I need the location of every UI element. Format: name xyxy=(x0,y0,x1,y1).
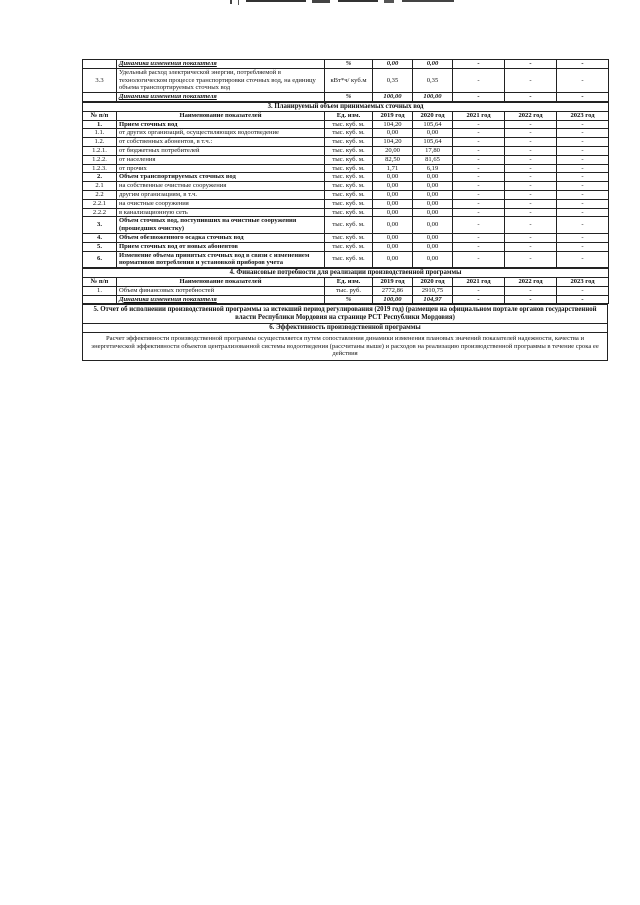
section3-row-value-2020: 105,64 xyxy=(413,120,453,129)
section4-row-num xyxy=(83,295,117,304)
section3-row-value-2019: 0,00 xyxy=(373,173,413,182)
section3-row-value-2020: 0,00 xyxy=(413,233,453,242)
section3-header-row xyxy=(83,111,609,120)
section6-text: Расчет эффективности производственной программы осуществляется путем сопоставления динамики изменения плановых значений показателей надежности, качества и энергетической эффективности объектов централизованной системы водоотведения (рассчитаны выше) и расходов на реализацию производственной программы в течение срока ее действия xyxy=(83,332,608,360)
header-unit: Ед. изм. xyxy=(325,111,373,120)
section3-row-value-2022: - xyxy=(505,190,557,199)
table-row xyxy=(83,217,609,234)
section6-title: 6. Эффективность производственной программы xyxy=(83,323,608,332)
section3-row-name: Объем сточных вод, поступивших на очистные сооружения (прошедших очистку) xyxy=(117,217,325,234)
section3-row-value-2021: - xyxy=(453,173,505,182)
top-row-value-2019: 100,00 xyxy=(373,93,413,102)
section3-row-name: от населения xyxy=(117,155,325,164)
section3-row-value-2023: - xyxy=(557,129,609,138)
header-year-2022: 2022 год xyxy=(505,277,557,286)
section3-row-value-2021: - xyxy=(453,208,505,217)
section3-row-value-2023: - xyxy=(557,251,609,268)
header-year-2023: 2023 год xyxy=(557,111,609,120)
top-indicators-table xyxy=(82,59,609,102)
section3-row-value-2022: - xyxy=(505,146,557,155)
section3-row-value-2021: - xyxy=(453,182,505,191)
section3-row-num: 1.2.2. xyxy=(83,155,117,164)
section3-row-value-2020: 0,00 xyxy=(413,199,453,208)
section3-row-value-2023: - xyxy=(557,199,609,208)
top-row-num xyxy=(83,60,117,69)
section4-row-value-2023: - xyxy=(557,286,609,295)
section3-row-value-2019: 20,00 xyxy=(373,146,413,155)
section3-row-value-2021: - xyxy=(453,155,505,164)
section4-row-value-2019: 2772,86 xyxy=(373,286,413,295)
table-row xyxy=(83,138,609,147)
section3-row-value-2021: - xyxy=(453,251,505,268)
section3-row-value-2020: 0,00 xyxy=(413,251,453,268)
section3-row-value-2020: 6,19 xyxy=(413,164,453,173)
section4-row-num: 1. xyxy=(83,286,117,295)
section3-row-value-2022: - xyxy=(505,208,557,217)
section3-row-value-2023: - xyxy=(557,155,609,164)
section3-row-name: от прочих xyxy=(117,164,325,173)
table-row xyxy=(83,233,609,242)
top-row-value-2023: - xyxy=(557,60,609,69)
section3-row-value-2023: - xyxy=(557,242,609,251)
header-num: № п/п xyxy=(83,111,117,120)
section3-row-value-2021: - xyxy=(453,164,505,173)
section4-row-value-2022: - xyxy=(505,295,557,304)
section3-row-value-2020: 0,00 xyxy=(413,217,453,234)
section3-row-value-2023: - xyxy=(557,190,609,199)
top-row-value-2022: - xyxy=(505,93,557,102)
section3-row-value-2020: 0,00 xyxy=(413,190,453,199)
section3-row-value-2022: - xyxy=(505,138,557,147)
section3-row-value-2022: - xyxy=(505,251,557,268)
section3-row-num: 1.2.3. xyxy=(83,164,117,173)
top-row-name: Динамика изменения показателя xyxy=(117,60,325,69)
top-row-num: 3.3 xyxy=(83,68,117,92)
top-row-value-2023: - xyxy=(557,93,609,102)
section3-row-num: 2.2.2 xyxy=(83,208,117,217)
section3-row-name: на очистные сооружения xyxy=(117,199,325,208)
section3-row-value-2019: 0,00 xyxy=(373,251,413,268)
section3-row-unit: тыс. куб. м. xyxy=(325,164,373,173)
section3-row-value-2020: 0,00 xyxy=(413,242,453,251)
section3-row-value-2019: 104,20 xyxy=(373,138,413,147)
section3-row-unit: тыс. куб. м. xyxy=(325,208,373,217)
section3-row-value-2020: 0,00 xyxy=(413,173,453,182)
section3-row-num: 2.2.1 xyxy=(83,199,117,208)
section3-row-value-2020: 0,00 xyxy=(413,182,453,191)
section3-row-value-2022: - xyxy=(505,173,557,182)
section3-row-value-2021: - xyxy=(453,146,505,155)
section3-row-unit: тыс. куб. м. xyxy=(325,173,373,182)
section4-row-name: Динамика изменения показателя xyxy=(117,295,325,304)
section4-row-unit: % xyxy=(325,295,373,304)
table-row xyxy=(83,93,609,102)
header-year-2020: 2020 год xyxy=(413,277,453,286)
header-num: № п/п xyxy=(83,277,117,286)
section3-row-value-2020: 17,80 xyxy=(413,146,453,155)
section3-row-name: в канализационную сеть xyxy=(117,208,325,217)
section4-row-value-2020: 2910,75 xyxy=(413,286,453,295)
section3-row-value-2022: - xyxy=(505,164,557,173)
section3-row-unit: тыс. куб. м. xyxy=(325,242,373,251)
section3-row-num: 1.2.1. xyxy=(83,146,117,155)
section3-row-unit: тыс. куб. м. xyxy=(325,233,373,242)
section3-row-name: Прием сточных вод xyxy=(117,120,325,129)
section3-row-name: на собственные очистные сооружения xyxy=(117,182,325,191)
header-name: Наименование показателей xyxy=(117,277,325,286)
table-row xyxy=(83,120,609,129)
section3-row-num: 1.2. xyxy=(83,138,117,147)
section3-row-value-2019: 82,50 xyxy=(373,155,413,164)
section3-table xyxy=(82,102,609,268)
section3-row-unit: тыс. куб. м. xyxy=(325,138,373,147)
section4-row-value-2020: 104,97 xyxy=(413,295,453,304)
table-row xyxy=(83,146,609,155)
section5-6-table xyxy=(82,304,608,361)
top-row-unit: кВт*ч/ куб.м xyxy=(325,68,373,92)
section3-body xyxy=(83,120,609,268)
section4-table xyxy=(82,268,609,304)
header-year-2020: 2020 год xyxy=(413,111,453,120)
section5-title: 5. Отчет об исполнении производственной программы за истекший период регулирования (2019 год) (размещен на официальном портале органов государственной власти Республики Мордовия на странице РСТ Республики Мордовия) xyxy=(83,305,608,324)
section3-row-value-2020: 81,65 xyxy=(413,155,453,164)
section3-row-value-2019: 1,71 xyxy=(373,164,413,173)
section3-row-value-2022: - xyxy=(505,182,557,191)
section3-row-value-2021: - xyxy=(453,120,505,129)
section3-row-value-2021: - xyxy=(453,242,505,251)
top-row-value-2020: 100,00 xyxy=(413,93,453,102)
section3-row-num: 1.1. xyxy=(83,129,117,138)
section3-row-value-2023: - xyxy=(557,233,609,242)
table-row xyxy=(83,68,609,92)
section3-row-name: от собственных абонентов, в т.ч.: xyxy=(117,138,325,147)
section4-row-value-2021: - xyxy=(453,295,505,304)
section3-row-name: Объем транспортируемых сточных вод xyxy=(117,173,325,182)
top-row-value-2020: 0,00 xyxy=(413,60,453,69)
top-row-value-2019: 0,00 xyxy=(373,60,413,69)
section3-row-name: другим организациям, в т.ч. xyxy=(117,190,325,199)
section3-title: 3. Планируемый объем принимаемых сточных вод xyxy=(83,102,609,111)
section3-row-value-2021: - xyxy=(453,233,505,242)
header-year-2019: 2019 год xyxy=(373,111,413,120)
section3-row-name: Изменение объема принятых сточных вод в связи с изменением нормативов потребления и установкой приборов учета xyxy=(117,251,325,268)
section3-row-value-2023: - xyxy=(557,217,609,234)
section3-row-value-2019: 0,00 xyxy=(373,199,413,208)
section3-row-value-2019: 0,00 xyxy=(373,182,413,191)
section3-row-value-2022: - xyxy=(505,129,557,138)
section3-row-num: 4. xyxy=(83,233,117,242)
section3-row-value-2019: 0,00 xyxy=(373,242,413,251)
table-row xyxy=(83,190,609,199)
header-year-2021: 2021 год xyxy=(453,277,505,286)
section3-row-value-2022: - xyxy=(505,120,557,129)
top-row-name: Удельный расход электрической энергии, потребляемой в технологическом процессе транспортировки сточных вод, на единицу объема транспортируемых сточных вод xyxy=(117,68,325,92)
header-year-2023: 2023 год xyxy=(557,277,609,286)
document-page xyxy=(82,59,608,361)
table-row xyxy=(83,155,609,164)
top-row-value-2022: - xyxy=(505,68,557,92)
table-row xyxy=(83,60,609,69)
table-row xyxy=(83,173,609,182)
top-row-value-2021: - xyxy=(453,68,505,92)
section3-row-value-2021: - xyxy=(453,138,505,147)
table-row xyxy=(83,199,609,208)
section3-row-unit: тыс. куб. м. xyxy=(325,129,373,138)
top-row-value-2020: 0,35 xyxy=(413,68,453,92)
top-row-unit: % xyxy=(325,60,373,69)
section3-row-name: от бюджетных потребителей xyxy=(117,146,325,155)
section3-row-value-2023: - xyxy=(557,182,609,191)
section3-row-value-2021: - xyxy=(453,199,505,208)
section3-row-value-2019: 104,20 xyxy=(373,120,413,129)
section3-row-value-2021: - xyxy=(453,217,505,234)
section3-row-value-2021: - xyxy=(453,129,505,138)
section3-row-unit: тыс. куб. м. xyxy=(325,182,373,191)
section4-row-value-2021: - xyxy=(453,286,505,295)
section3-row-value-2019: 0,00 xyxy=(373,190,413,199)
table-row xyxy=(83,129,609,138)
section3-row-value-2020: 0,00 xyxy=(413,129,453,138)
section3-row-unit: тыс. куб. м. xyxy=(325,199,373,208)
table-row xyxy=(83,182,609,191)
section3-row-value-2023: - xyxy=(557,120,609,129)
scan-artifact-strip xyxy=(0,0,640,6)
header-year-2021: 2021 год xyxy=(453,111,505,120)
section3-row-value-2023: - xyxy=(557,208,609,217)
section4-row-value-2023: - xyxy=(557,295,609,304)
section3-row-num: 1. xyxy=(83,120,117,129)
section3-row-name: Прием сточных вод от новых абонентов xyxy=(117,242,325,251)
section4-body xyxy=(83,286,609,304)
section4-row-value-2019: 100,00 xyxy=(373,295,413,304)
section4-header-row xyxy=(83,277,609,286)
section3-row-value-2020: 0,00 xyxy=(413,208,453,217)
section4-row-name: Объем финансовых потребностей xyxy=(117,286,325,295)
table-row xyxy=(83,164,609,173)
section3-row-value-2022: - xyxy=(505,155,557,164)
top-row-value-2019: 0,35 xyxy=(373,68,413,92)
section4-row-unit: тыс. руб. xyxy=(325,286,373,295)
section3-row-name: от других организаций, осуществляющих водоотведение xyxy=(117,129,325,138)
section3-row-unit: тыс. куб. м. xyxy=(325,155,373,164)
section3-row-num: 2.1 xyxy=(83,182,117,191)
section3-row-value-2020: 105,64 xyxy=(413,138,453,147)
top-indicators-body xyxy=(83,60,609,102)
section3-row-value-2019: 0,00 xyxy=(373,233,413,242)
section3-row-unit: тыс. куб. м. xyxy=(325,146,373,155)
top-row-value-2023: - xyxy=(557,68,609,92)
table-row xyxy=(83,251,609,268)
section4-row-value-2022: - xyxy=(505,286,557,295)
header-unit: Ед. изм. xyxy=(325,277,373,286)
top-row-value-2021: - xyxy=(453,93,505,102)
top-row-num xyxy=(83,93,117,102)
section3-row-unit: тыс. куб. м. xyxy=(325,251,373,268)
section3-row-value-2023: - xyxy=(557,173,609,182)
section3-row-unit: тыс. куб. м. xyxy=(325,190,373,199)
section3-row-value-2022: - xyxy=(505,242,557,251)
section3-row-value-2022: - xyxy=(505,199,557,208)
section3-row-name: Объем обезвоженного осадка сточных вод xyxy=(117,233,325,242)
header-year-2022: 2022 год xyxy=(505,111,557,120)
top-row-value-2022: - xyxy=(505,60,557,69)
section3-row-value-2022: - xyxy=(505,217,557,234)
section3-row-num: 5. xyxy=(83,242,117,251)
section3-row-value-2023: - xyxy=(557,146,609,155)
section3-row-num: 6. xyxy=(83,251,117,268)
top-row-value-2021: - xyxy=(453,60,505,69)
section3-row-unit: тыс. куб. м. xyxy=(325,120,373,129)
table-row xyxy=(83,242,609,251)
section3-row-num: 3. xyxy=(83,217,117,234)
section3-row-value-2022: - xyxy=(505,233,557,242)
section3-row-unit: тыс. куб. м. xyxy=(325,217,373,234)
section3-row-value-2023: - xyxy=(557,138,609,147)
section3-row-num: 2.2 xyxy=(83,190,117,199)
section3-row-value-2021: - xyxy=(453,190,505,199)
top-row-name: Динамика изменения показателя xyxy=(117,93,325,102)
section3-row-value-2023: - xyxy=(557,164,609,173)
section3-row-value-2019: 0,00 xyxy=(373,217,413,234)
table-row xyxy=(83,208,609,217)
header-year-2019: 2019 год xyxy=(373,277,413,286)
table-row xyxy=(83,295,609,304)
header-name: Наименование показателей xyxy=(117,111,325,120)
section3-row-value-2019: 0,00 xyxy=(373,129,413,138)
table-row xyxy=(83,286,609,295)
section4-title: 4. Финансовые потребности для реализации производственной программы xyxy=(83,269,609,278)
section3-row-value-2019: 0,00 xyxy=(373,208,413,217)
top-row-unit: % xyxy=(325,93,373,102)
section3-row-num: 2. xyxy=(83,173,117,182)
